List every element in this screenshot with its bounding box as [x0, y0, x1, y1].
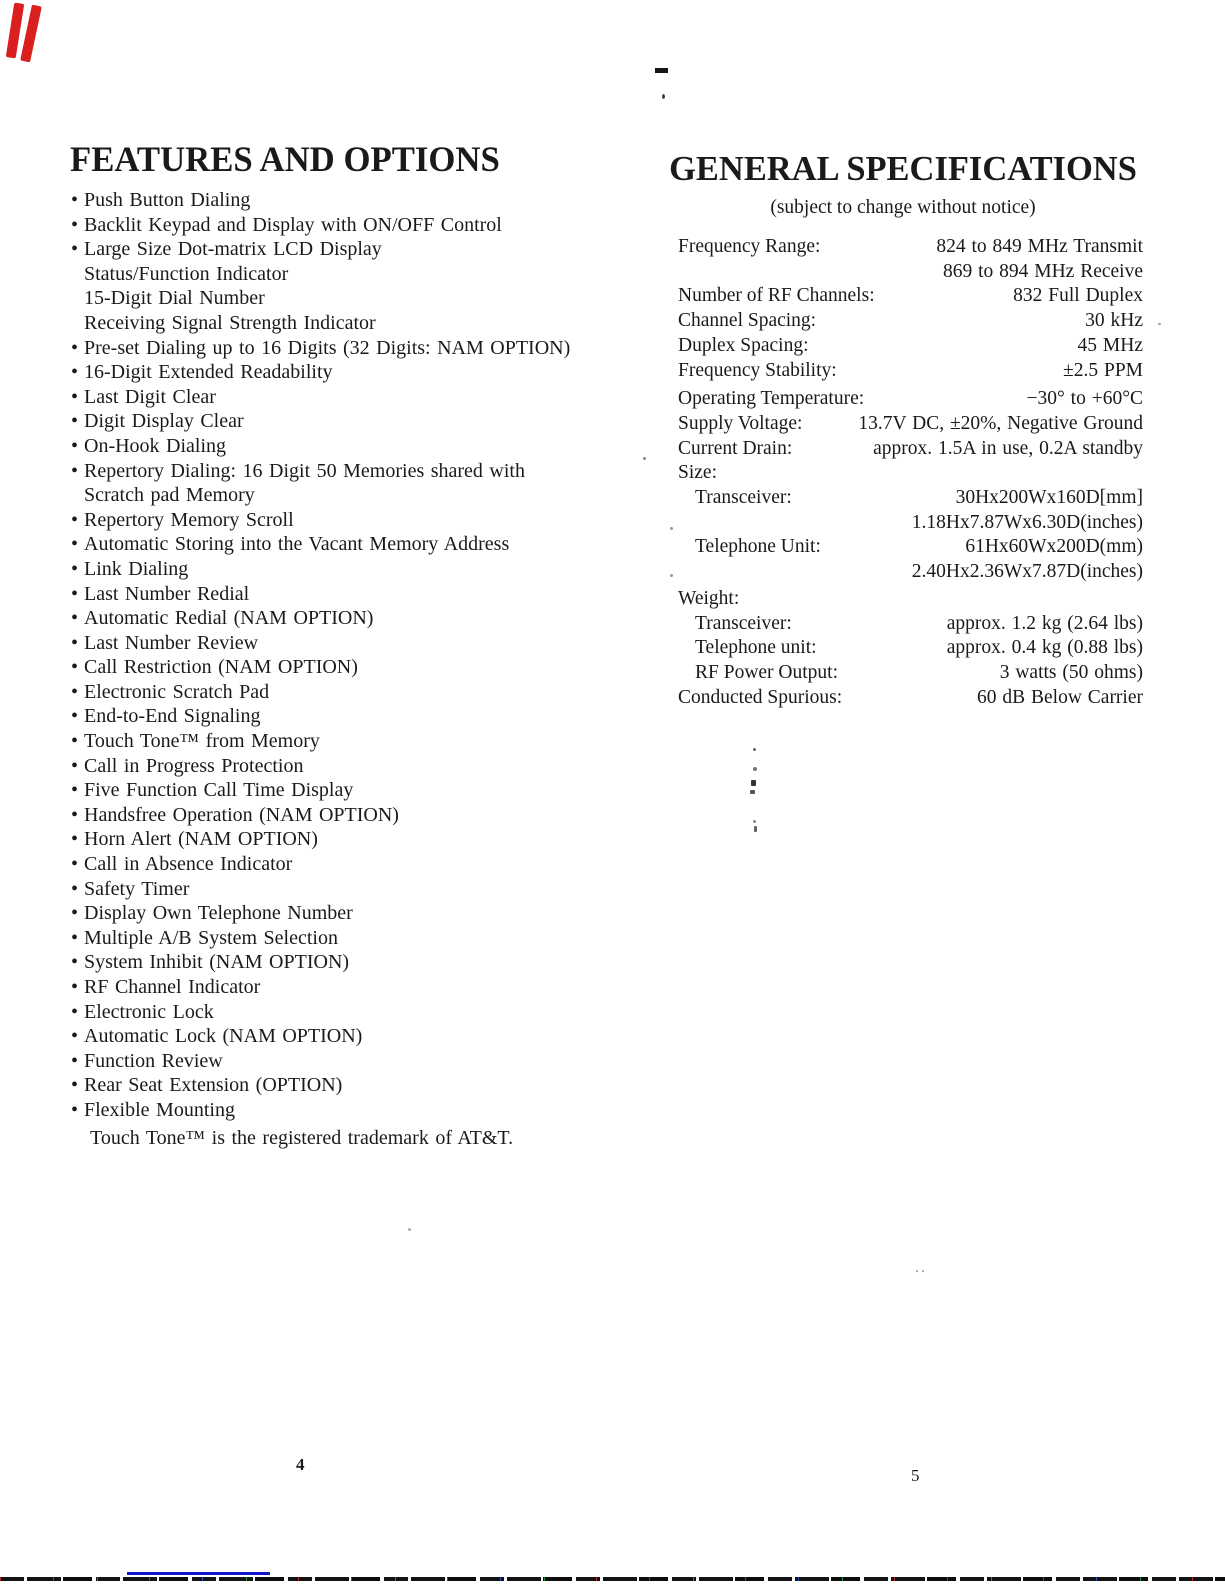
spec-value: 3 watts (50 ohms): [999, 661, 1143, 683]
scan-speck: [662, 94, 665, 99]
bullet-icon: •: [71, 434, 79, 457]
feature-item: [71, 532, 681, 557]
feature-item: [71, 950, 681, 975]
scan-speck: [750, 790, 755, 794]
spec-row: [678, 284, 1143, 309]
spec-value: 30 kHz: [1085, 310, 1143, 332]
red-pen-mark-icon: [20, 5, 42, 63]
bottom-dashed-line: [0, 1577, 1225, 1581]
specs-table: [678, 235, 1143, 710]
feature-item: [71, 729, 681, 754]
bullet-icon: •: [71, 1025, 79, 1048]
bullet-icon: •: [71, 557, 79, 580]
feature-text: Link Dialing: [84, 557, 189, 580]
spec-value: 824 to 849 MHz Transmit: [936, 236, 1143, 257]
specs-title: GENERAL SPECIFICATIONS: [669, 149, 1137, 188]
bullet-icon: •: [71, 828, 79, 851]
feature-text: 15-Digit Dial Number: [84, 287, 265, 310]
spec-row: [678, 334, 1143, 359]
feature-item: [71, 582, 681, 607]
feature-text: Call Restriction (NAM OPTION): [84, 656, 358, 679]
spec-row: [678, 661, 1143, 686]
bullet-icon: •: [71, 410, 79, 433]
bullet-icon: •: [71, 730, 79, 753]
spec-label: Current Drain:: [678, 437, 793, 459]
feature-item: [71, 557, 681, 582]
spec-value: 869 to 894 MHz Receive: [942, 260, 1143, 282]
feature-item: [71, 1073, 681, 1098]
spec-row: [678, 309, 1143, 334]
page-number-right: 5: [911, 1466, 920, 1485]
feature-text: Automatic Storing into the Vacant Memory Address: [84, 533, 510, 556]
feature-item: [71, 213, 681, 238]
feature-item: [71, 704, 681, 729]
feature-item: [71, 631, 681, 656]
features-list: [71, 188, 681, 1123]
bullet-icon: •: [71, 1000, 79, 1023]
spec-value: approx. 0.4 kg (0.88 lbs): [946, 637, 1143, 659]
spec-label: Weight:: [678, 587, 740, 609]
spec-value: ±2.5 PPM: [1063, 359, 1143, 381]
feature-item: [71, 852, 681, 877]
feature-text: Last Number Review: [84, 631, 259, 654]
scan-speck: [753, 767, 757, 771]
spec-row: [678, 260, 1143, 285]
scan-speck: [751, 780, 756, 786]
spec-label: Size:: [678, 462, 717, 484]
feature-text: Automatic Lock (NAM OPTION): [84, 1025, 363, 1048]
feature-item: [71, 237, 681, 262]
scan-speck: [1158, 323, 1161, 325]
feature-text: Horn Alert (NAM OPTION): [84, 828, 318, 851]
spec-label: Conducted Spurious:: [678, 686, 843, 708]
feature-text: Large Size Dot-matrix LCD Display: [84, 238, 382, 261]
feature-text: Safety Timer: [84, 877, 190, 900]
spec-row: [678, 636, 1143, 661]
feature-item: [71, 434, 681, 459]
feature-item: [71, 1024, 681, 1049]
bullet-icon: •: [71, 582, 79, 605]
feature-item: [71, 385, 681, 410]
feature-item: [71, 286, 681, 311]
spec-value: 60 dB Below Carrier: [976, 686, 1143, 708]
scan-dash-artifact: [655, 68, 668, 73]
feature-text: Multiple A/B System Selection: [84, 926, 338, 949]
feature-text: Flexible Mounting: [84, 1098, 235, 1121]
spec-value: 832 Full Duplex: [1013, 285, 1143, 307]
bullet-icon: •: [71, 976, 79, 998]
feature-text: End-to-End Signaling: [84, 705, 261, 728]
spec-value: 30Hx200Wx160D[mm]: [955, 487, 1143, 509]
bullet-icon: •: [71, 607, 79, 630]
scan-speck: [643, 457, 646, 460]
scan-speck: [754, 826, 757, 832]
bullet-icon: •: [71, 656, 79, 679]
feature-item: [71, 311, 681, 336]
page-number-left: 4: [296, 1455, 305, 1474]
feature-item: [71, 262, 681, 287]
feature-text: Digit Display Clear: [84, 410, 244, 433]
bullet-icon: •: [71, 779, 79, 802]
feature-item: [71, 827, 681, 852]
feature-text: Repertory Memory Scroll: [84, 508, 294, 531]
spec-row: [678, 359, 1143, 384]
bullet-icon: •: [71, 361, 79, 384]
spec-row: [678, 535, 1143, 560]
spec-value: approx. 1.5A in use, 0.2A standby: [873, 437, 1143, 459]
trademark-note: Touch Tone™ is the registered trademark of AT&T.: [90, 1127, 514, 1149]
spec-label: Frequency Range:: [678, 236, 821, 257]
spec-row: [678, 686, 1143, 711]
feature-text: System Inhibit (NAM OPTION): [84, 951, 350, 974]
spec-row: [678, 387, 1143, 412]
feature-item: [71, 1000, 681, 1025]
spec-value: 1.18Hx7.87Wx6.30D(inches): [911, 511, 1143, 533]
bullet-icon: •: [71, 926, 79, 949]
scan-speck: [922, 1270, 924, 1272]
feature-text: Receiving Signal Strength Indicator: [84, 311, 376, 334]
blue-underline-mark: [127, 1572, 270, 1575]
spec-label: Number of RF Channels:: [678, 285, 875, 307]
feature-text: Function Review: [84, 1049, 223, 1072]
spec-row: [678, 235, 1143, 260]
feature-item: [71, 336, 681, 361]
feature-text: Five Function Call Time Display: [84, 779, 354, 802]
spec-value: 61Hx60Wx200D(mm): [965, 536, 1143, 558]
feature-item: [71, 926, 681, 951]
bullet-icon: •: [71, 803, 79, 826]
bullet-icon: •: [71, 951, 79, 974]
spec-label: Supply Voltage:: [678, 412, 803, 434]
spec-value: [739, 587, 1143, 612]
scan-speck: [670, 527, 673, 530]
scan-speck: [753, 820, 756, 823]
bullet-icon: •: [71, 754, 79, 777]
feature-item: [71, 188, 681, 213]
bullet-icon: •: [71, 189, 79, 211]
spec-label: Operating Temperature:: [678, 388, 865, 410]
spec-value: 2.40Hx2.36Wx7.87D(inches): [911, 561, 1143, 583]
spec-row: [678, 461, 1143, 486]
feature-text: Backlit Keypad and Display with ON/OFF Control: [84, 213, 502, 236]
feature-text: Last Digit Clear: [84, 385, 216, 408]
feature-item: [71, 778, 681, 803]
spec-label: Telephone Unit:: [695, 536, 821, 558]
spec-row: [678, 511, 1143, 536]
feature-item: [71, 1098, 681, 1123]
spec-label: Transceiver:: [695, 612, 792, 634]
feature-item: [71, 483, 681, 508]
scan-speck: [408, 1228, 411, 1231]
bullet-icon: •: [71, 902, 79, 925]
spec-row: [678, 587, 1143, 612]
bullet-icon: •: [71, 459, 79, 482]
spec-label: Telephone unit:: [695, 637, 817, 659]
feature-item: [71, 754, 681, 779]
spec-value: approx. 1.2 kg (2.64 lbs): [946, 612, 1143, 634]
spec-label: Duplex Spacing:: [678, 334, 809, 356]
spec-value: 45 MHz: [1077, 334, 1143, 356]
spec-row: [678, 412, 1143, 437]
spec-row: [678, 612, 1143, 637]
spec-value: 13.7V DC, ±20%, Negative Ground: [858, 412, 1143, 434]
feature-text: Scratch pad Memory: [84, 484, 255, 507]
feature-item: [71, 508, 681, 533]
feature-item: [71, 680, 681, 705]
spec-label: RF Power Output:: [695, 661, 839, 683]
feature-text: Electronic Lock: [84, 1000, 214, 1023]
feature-item: [71, 975, 681, 1000]
bullet-icon: •: [71, 1098, 79, 1121]
scan-speck: [916, 1270, 918, 1272]
bullet-icon: •: [71, 680, 79, 703]
spec-value: −30° to +60°C: [1026, 388, 1143, 410]
feature-item: [71, 459, 681, 484]
bullet-icon: •: [71, 213, 79, 236]
bullet-icon: •: [71, 336, 79, 359]
bullet-icon: •: [71, 508, 79, 531]
bullet-icon: •: [71, 631, 79, 654]
feature-text: Touch Tone™ from Memory: [84, 730, 320, 753]
feature-item: [71, 360, 681, 385]
feature-item: [71, 409, 681, 434]
scan-speck: [753, 748, 756, 751]
feature-text: 16-Digit Extended Readability: [84, 361, 333, 384]
feature-item: [71, 1049, 681, 1074]
feature-item: [71, 901, 681, 926]
spec-label: Frequency Stability:: [678, 359, 837, 381]
spec-label: Channel Spacing:: [678, 310, 817, 332]
scan-speck: [670, 574, 673, 577]
bullet-icon: •: [71, 1049, 79, 1072]
feature-text: Handsfree Operation (NAM OPTION): [84, 803, 399, 826]
bullet-icon: •: [71, 853, 79, 876]
feature-text: Call in Progress Protection: [84, 754, 304, 777]
feature-text: On-Hook Dialing: [84, 434, 227, 457]
feature-item: [71, 655, 681, 680]
feature-text: Repertory Dialing: 16 Digit 50 Memories shared with: [84, 459, 525, 482]
feature-item: [71, 803, 681, 828]
features-title: FEATURES AND OPTIONS: [70, 139, 500, 179]
feature-text: Pre-set Dialing up to 16 Digits (32 Digits: NAM OPTION): [84, 336, 571, 359]
feature-text: Call in Absence Indicator: [84, 853, 293, 876]
bullet-icon: •: [71, 238, 79, 261]
spec-row: [678, 560, 1143, 585]
bullet-icon: •: [71, 877, 79, 900]
feature-text: Display Own Telephone Number: [84, 902, 353, 925]
feature-text: Last Number Redial: [84, 582, 250, 605]
spec-label: Transceiver:: [695, 487, 792, 509]
bullet-icon: •: [71, 385, 79, 408]
feature-text: Rear Seat Extension (OPTION): [84, 1074, 343, 1097]
feature-text: Push Button Dialing: [84, 189, 251, 211]
bullet-icon: •: [71, 533, 79, 556]
spec-row: [678, 437, 1143, 462]
feature-text: RF Channel Indicator: [84, 976, 261, 998]
spec-row: [678, 486, 1143, 511]
feature-text: Electronic Scratch Pad: [84, 680, 270, 703]
specs-subtitle: (subject to change without notice): [770, 197, 1036, 218]
feature-text: Automatic Redial (NAM OPTION): [84, 607, 374, 630]
feature-text: Status/Function Indicator: [84, 262, 289, 285]
feature-item: [71, 606, 681, 631]
feature-item: [71, 877, 681, 902]
spec-value: [717, 461, 1143, 486]
bullet-icon: •: [71, 705, 79, 728]
bullet-icon: •: [71, 1074, 79, 1097]
